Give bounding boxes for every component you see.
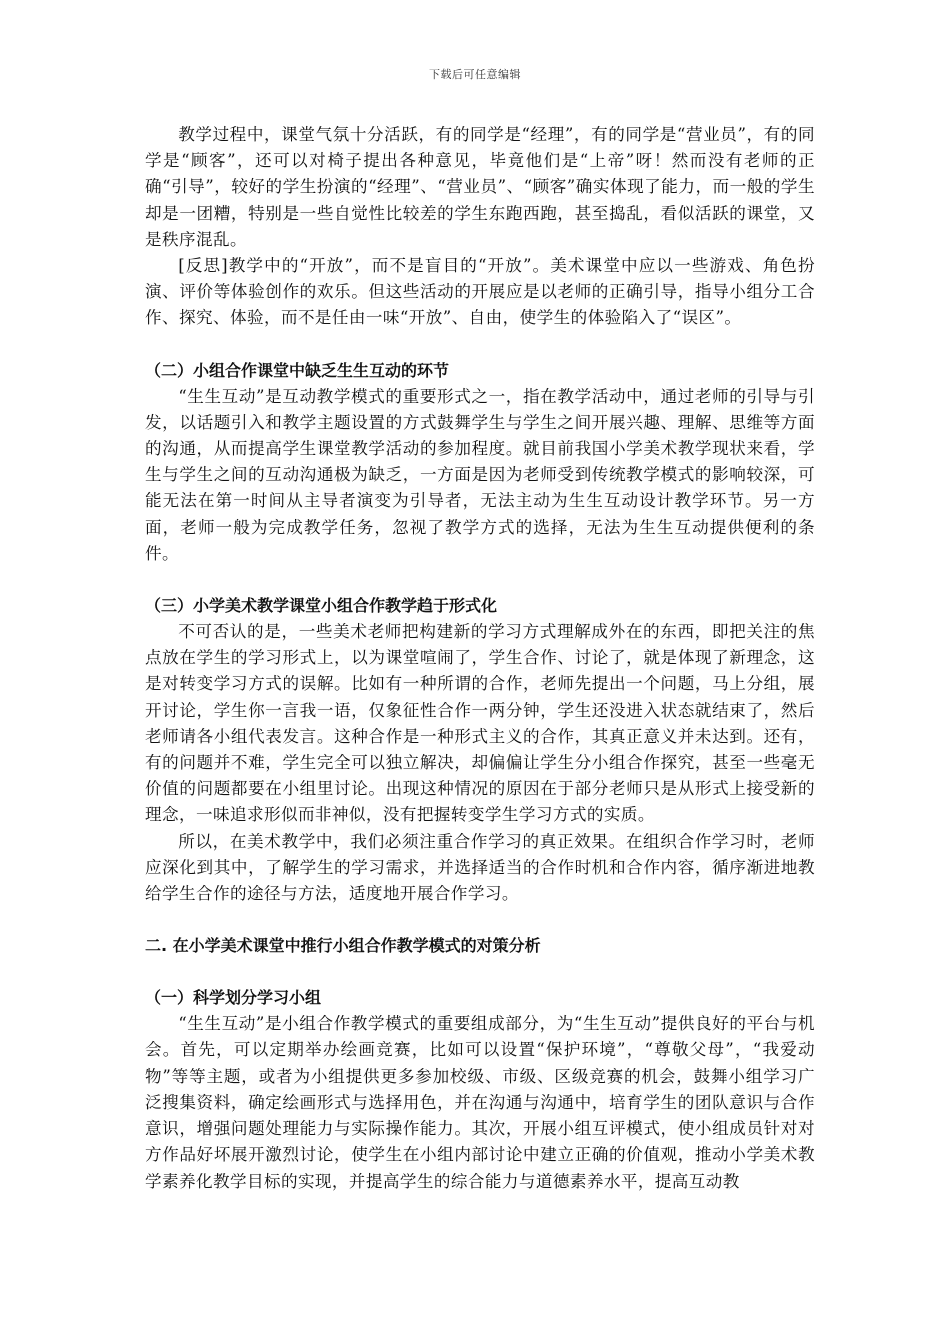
paragraph-4: 不可否认的是，一些美术老师把构建新的学习方式理解成外在的东西，即把关注的焦点放在学生的学习形式上，以为课堂喧闹了，学生合作、讨论了，就是体现了新理念，这是对转变学习方式的误解。比如有一种所谓的合作，老师先提出一个问题，马上分组，展开讨论，学生你一言我一语，仅象征性合作一两分钟，学生还没进入状态就结束了，然后老师请各小组代表发言。这种合作是一种形式主义的合作，其真正意义并未达到。还有，有的问题并不难，学生完全可以独立解决，却偏偏让学生分小组合作探究，甚至一些毫无价值的问题都要在小组里讨论。出现这种情况的原因在于部分老师只是从形式上接受新的理念，一味追求形似而非神似，没有把握转变学生学习方式的实质。: [145, 622, 815, 825]
paragraph-3: “生生互动”是互动教学模式的重要形式之一，指在教学活动中，通过老师的引导与引发，以话题引入和教学主题设置的方式鼓舞学生与学生之间开展兴趣、理解、思维等方面的沟通，从而提高学生课堂教学活动的参加程度。就目前我国小学美术教学现状来看，学生与学生之间的互动沟通极为缺乏，一方面是因为老师受到传统教学模式的影响较深，可能无法在第一时间从主导者演变为引导者，无法主动为生生互动设计教学环节。另一方面，老师一般为完成教学任务，忽视了教学方式的选择，无法为生生互动提供便利的条件。: [145, 386, 815, 563]
document-body: [145, 122, 815, 1195]
paragraph-1: 教学过程中，课堂气氛十分活跃，有的同学是“经理”，有的同学是“营业员”，有的同学是“顾客”，还可以对椅子提出各种意见，毕竟他们是“上帝”呀！然而没有老师的正确“引导”，较好的学生扮演的“经理”、“营业员”、“顾客”确实体现了能力，而一般的学生却是一团糟，特别是一些自觉性比较差的学生东跑西跑，甚至捣乱，看似活跃的课堂，又是秩序混乱。: [145, 125, 815, 249]
paragraph-5: 所以，在美术教学中，我们必须注重合作学习的真正效果。在组织合作学习时，老师应深化到其中，了解学生的学习需求，并选择适当的合作时机和合作内容，循序渐进地教给学生合作的途径与方法，适度地开展合作学习。: [145, 831, 815, 904]
section-heading-2: （二）小组合作课堂中缺乏生生互动的环节: [145, 360, 450, 380]
header-note: 下载后可任意编辑: [429, 68, 521, 81]
main-heading-2: 二. 在小学美术课堂中推行小组合作教学模式的对策分析: [145, 936, 541, 956]
spacer: [145, 567, 815, 593]
spacer: [145, 959, 815, 985]
spacer: [145, 332, 815, 358]
section-heading-3: （三）小学美术教学课堂小组合作教学趋于形式化: [145, 596, 498, 616]
paragraph-6: “生生互动”是小组合作教学模式的重要组成部分，为“生生互动”提供良好的平台与机会。首先，可以定期举办绘画竞赛，比如可以设置“保护环境”，“尊敬父母”，“我爱动物”等等主题，或者为小组提供更多参加校级、市级、区级竞赛的机会，鼓舞小组学习广泛搜集资料，确定绘画形式与选择用色，并在沟通与沟通中，培育学生的团队意识与合作意识，增强问题处理能力与实际操作能力。其次，开展小组互评模式，使小组成员针对对方作品好坏展开激烈讨论，使学生在小组内部讨论中建立正确的价值观，推动小学美术教学素养化教学目标的实现，并提高学生的综合能力与道德素养水平，提高互动教: [145, 1014, 815, 1191]
section-heading-4: （一）科学划分学习小组: [145, 988, 322, 1008]
paragraph-reflection: [反思]教学中的“开放”，而不是盲目的“开放”。美术课堂中应以一些游戏、角色扮演、评价等体验创作的欢乐。但这些活动的开展应是以老师的正确引导，指导小组分工合作、探究、体验，而不是任由一味“开放”、自由，使学生的体验陷入了“误区”。: [145, 256, 815, 328]
spacer: [145, 907, 815, 933]
